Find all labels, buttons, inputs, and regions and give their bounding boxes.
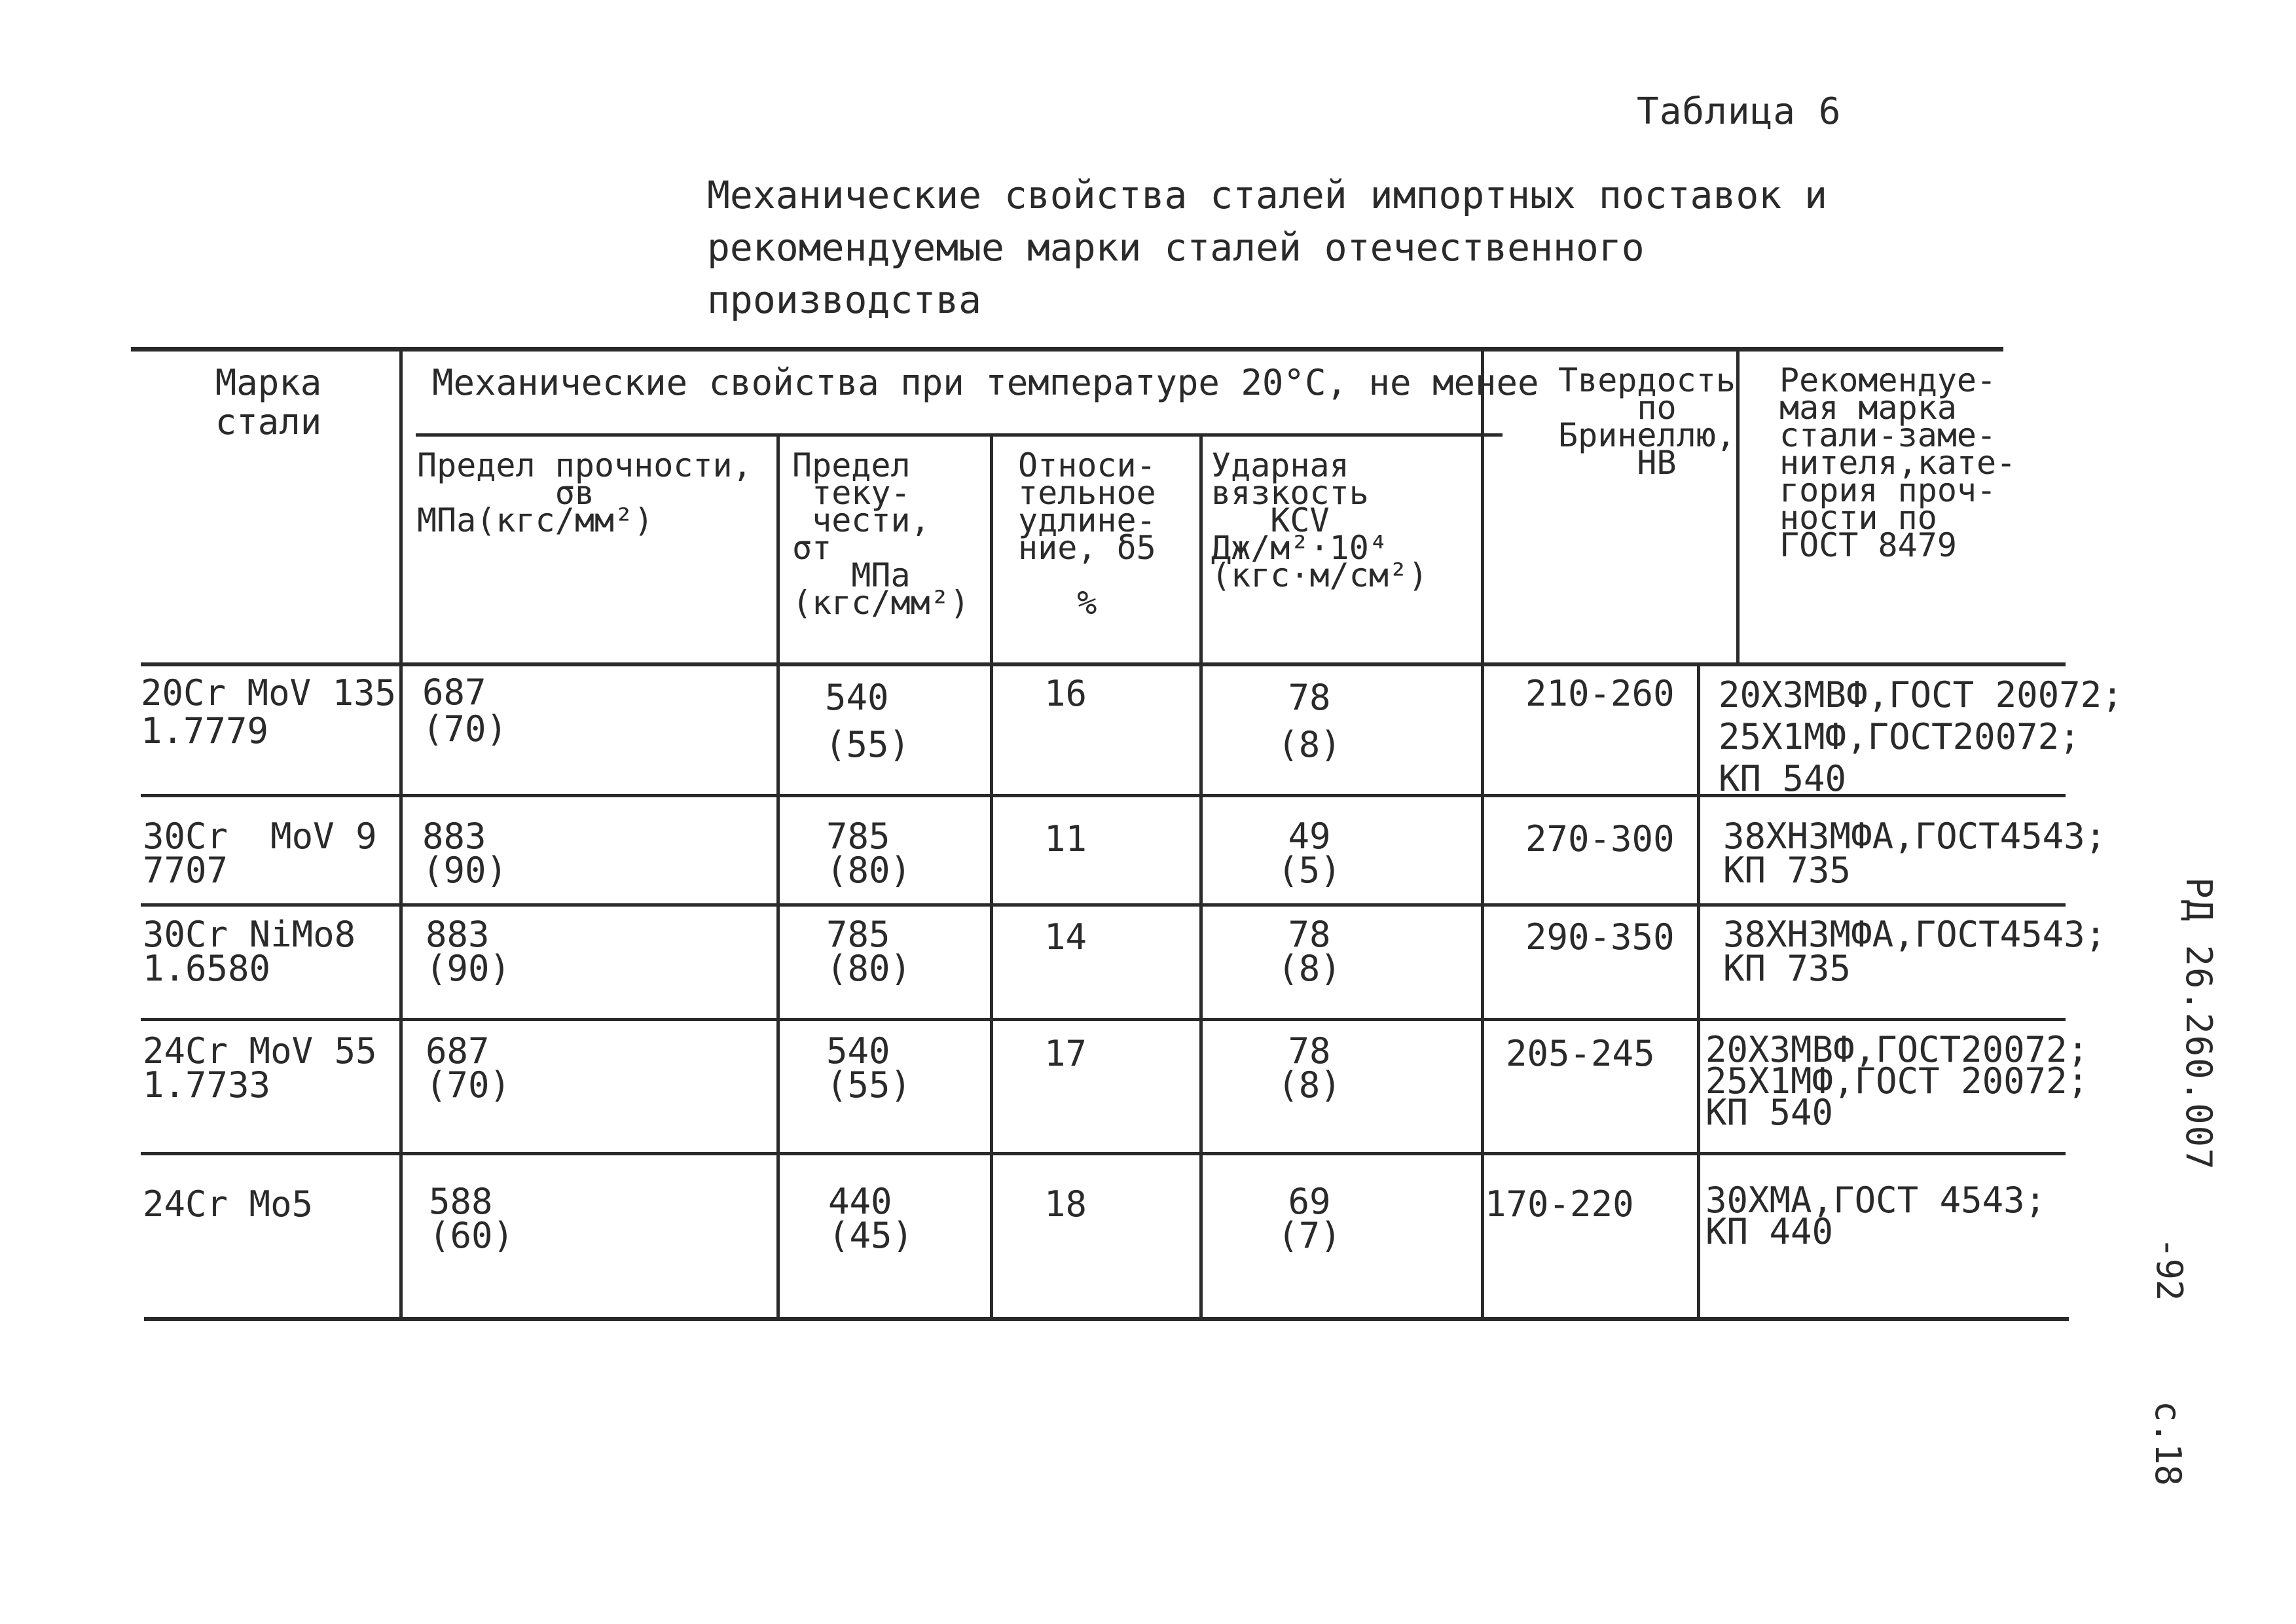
- header-impact: Ударная вязкость KCV Дж/м²·10⁴ (кгс·м/см²): [1211, 446, 1429, 594]
- column-divider-impact: [1481, 352, 1484, 1317]
- header-bottom-border: [141, 662, 2066, 666]
- row-2-impact: 49 (5): [1277, 816, 1341, 891]
- row-3-impact: 78 (8): [1277, 914, 1341, 989]
- table-number: Таблица 6: [1637, 90, 1842, 133]
- row-5-impact: 69 (7): [1277, 1181, 1341, 1256]
- row-3-hardness: 290-350: [1525, 916, 1675, 958]
- group-header-underline: [416, 433, 1503, 437]
- row-1-substitute: 20ХЗМВФ,ГОСТ 20072; 25Х1МФ,ГОСТ20072; КП 540: [1719, 674, 2123, 799]
- row-1-grade: 20Cr MoV 135 1.7779: [141, 672, 397, 751]
- header-tensile: Предел прочности, σв МПа(кгс/мм²): [417, 446, 752, 539]
- row-3-elongation: 14: [1044, 916, 1087, 958]
- row-5-yield: 440 (45): [828, 1181, 914, 1256]
- row-4-elongation: 17: [1044, 1033, 1087, 1074]
- row-5-elongation: 18: [1044, 1183, 1087, 1225]
- row-4-grade: 24Cr MoV 55 1.7733: [143, 1030, 377, 1106]
- row-1-impact: 78 (8): [1277, 677, 1341, 765]
- row-4-hardness: 205-245: [1506, 1033, 1655, 1074]
- row-3-bottom-border: [141, 1018, 2066, 1021]
- row-3-yield: 785 (80): [826, 914, 912, 989]
- row-5-tensile: 588 (60): [429, 1181, 515, 1256]
- row-1-yield: 540 (55): [825, 677, 911, 765]
- row-2-yield: 785 (80): [826, 816, 912, 891]
- row-4-impact: 78 (8): [1277, 1030, 1341, 1106]
- header-yield: Предел теку- чести, σт МПа (кгс/мм²): [792, 446, 970, 622]
- table-bottom-border: [144, 1317, 2069, 1321]
- row-1-tensile: 687 (70): [422, 672, 508, 749]
- row-5-hardness: 170-220: [1485, 1183, 1634, 1225]
- table-title-line-1: Механические свойства сталей импортных поставок и: [707, 173, 1828, 217]
- row-1-hardness: 210-260: [1525, 673, 1675, 714]
- row-4-yield: 540 (55): [826, 1030, 912, 1106]
- row-2-bottom-border: [141, 903, 2066, 907]
- document-code: РД 26.260.007: [2178, 877, 2219, 1171]
- column-divider-tensile: [776, 435, 780, 1317]
- column-divider-grade: [399, 352, 403, 1317]
- header-substitute: Рекомендуе- мая марка стали-заме- нителя,кате- гория проч- ности по ГОСТ 8479: [1779, 361, 2016, 564]
- row-1-elongation: 16: [1044, 673, 1087, 714]
- table-top-border: [131, 347, 2003, 352]
- header-elongation: Относи- тельное удлине- ние, δ5 %: [1018, 446, 1156, 622]
- row-2-substitute: 38ХНЗМФА,ГОСТ4543; КП 735: [1723, 816, 2107, 891]
- document-year: -92: [2149, 1237, 2190, 1301]
- header-group: Механические свойства при температуре 20°С, не менее: [432, 362, 1539, 403]
- row-4-tensile: 687 (70): [426, 1030, 511, 1106]
- row-5-grade: 24Cr Mo5: [143, 1183, 314, 1225]
- column-divider-hardness-body: [1697, 664, 1700, 1317]
- row-2-hardness: 270-300: [1525, 818, 1675, 859]
- page-number: с.18: [2147, 1401, 2189, 1487]
- row-3-tensile: 883 (90): [426, 914, 511, 989]
- row-4-bottom-border: [141, 1152, 2066, 1155]
- row-3-grade: 30Cr NiMo8 1.6580: [143, 914, 356, 989]
- column-divider-yield: [990, 435, 993, 1317]
- row-5-substitute: 30ХМА,ГОСТ 4543; КП 440: [1705, 1180, 2047, 1252]
- row-2-tensile: 883 (90): [422, 816, 508, 891]
- row-2-elongation: 11: [1044, 818, 1087, 859]
- header-hardness: Твердость по Бринеллю, НВ: [1558, 361, 1736, 482]
- row-4-substitute: 20ХЗМВФ,ГОСТ20072; 25Х1МФ,ГОСТ 20072; КП 540: [1705, 1029, 2089, 1133]
- row-3-substitute: 38ХНЗМФА,ГОСТ4543; КП 735: [1723, 914, 2107, 989]
- column-divider-hardness-header: [1736, 352, 1740, 664]
- header-grade: Марка стали: [215, 362, 322, 442]
- table-title-line-2: рекомендуемые марки сталей отечественного производства: [707, 225, 1645, 322]
- column-divider-elongation: [1199, 435, 1203, 1317]
- row-2-grade: 30Cr MoV 9 7707: [143, 816, 377, 891]
